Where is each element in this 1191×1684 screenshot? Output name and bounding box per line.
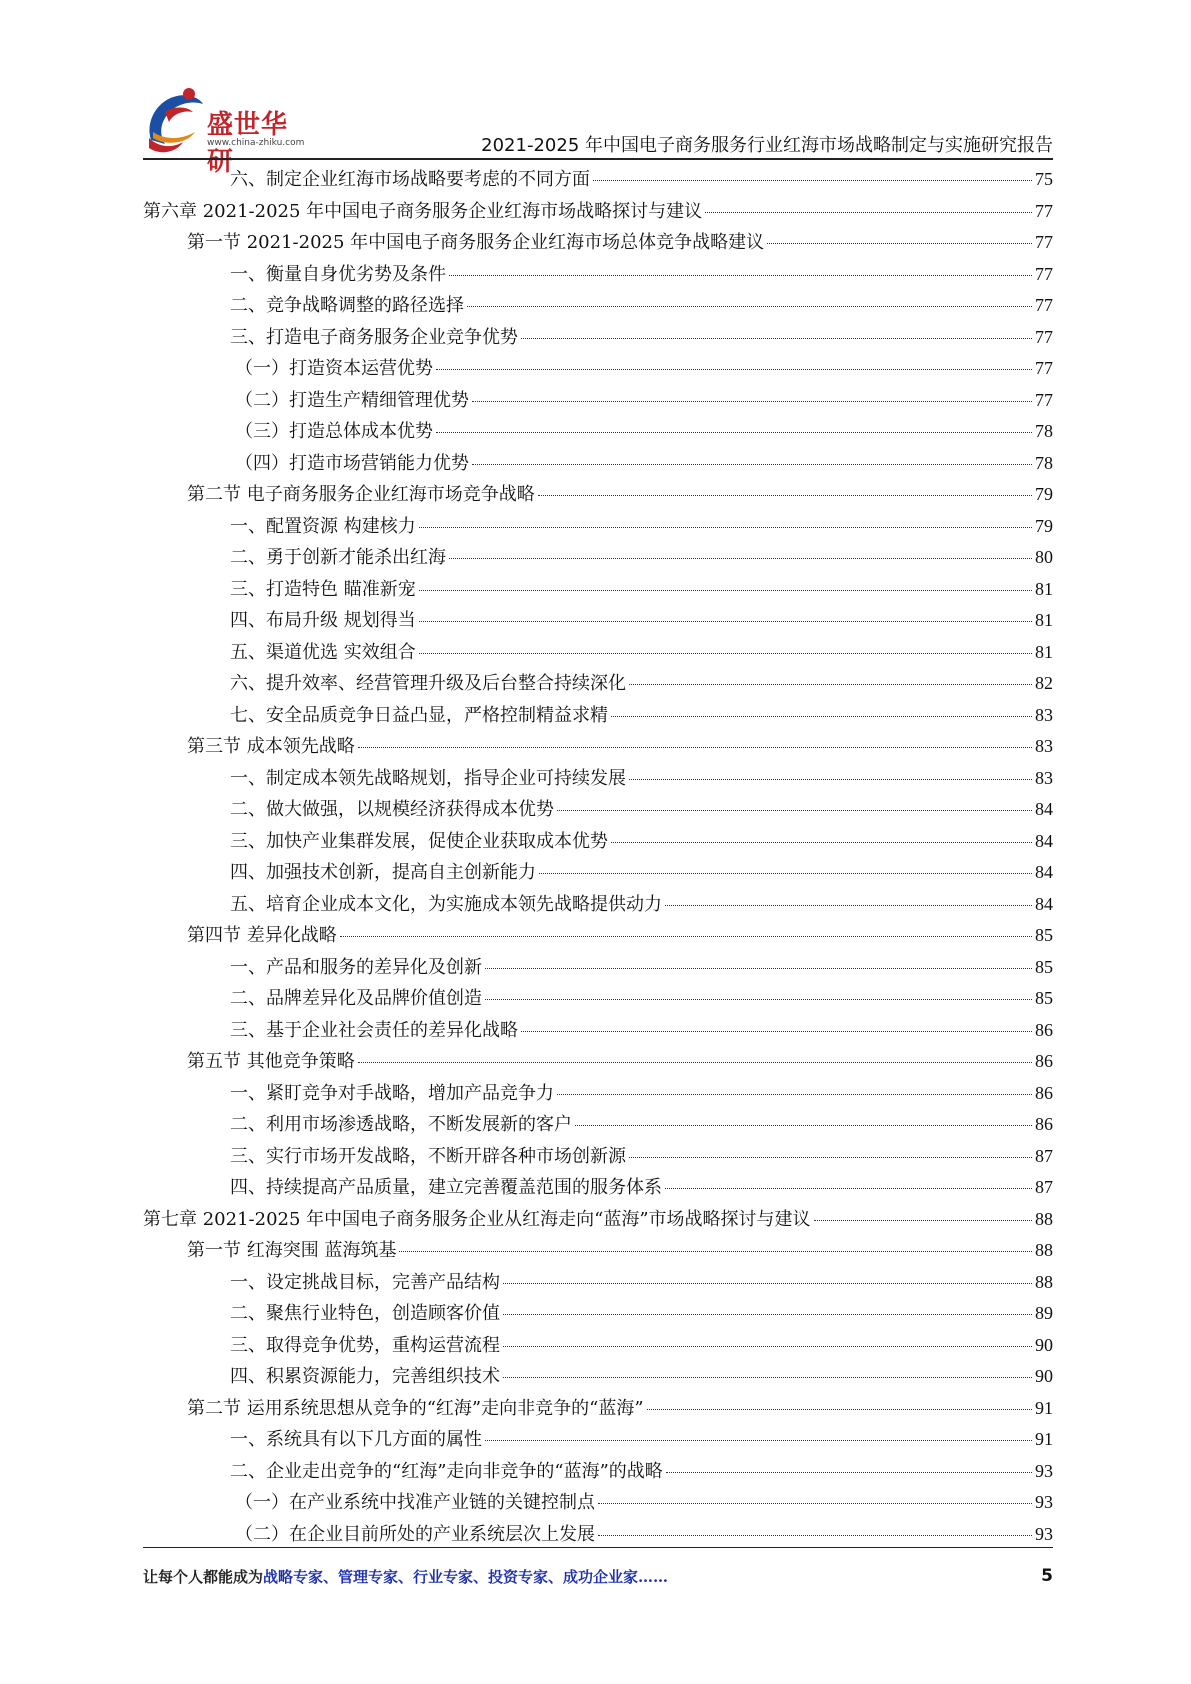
toc-entry-label: 一、设定挑战目标，完善产品结构 [230,1271,500,1293]
toc-entry-label: 五、培育企业成本文化，为实施成本领先战略提供动力 [230,893,662,915]
toc-entry[interactable] [143,385,1053,417]
toc-leader-dots [503,1283,1032,1284]
toc-leader-dots [814,1220,1032,1221]
toc-entry-page: 86 [1035,1082,1053,1103]
toc-leader-dots [419,590,1032,591]
toc-entry-label: 五、渠道优选 实效组合 [230,641,416,663]
toc-leader-dots [665,1188,1032,1189]
page-header [143,76,1053,177]
toc-entry[interactable] [143,479,1053,511]
toc-entry-page: 77 [1035,263,1053,284]
footer-slogan-highlight: 战略专家、管理专家、行业专家、投资专家、成功企业家…… [263,1568,669,1586]
toc-entry[interactable] [143,1393,1053,1425]
toc-leader-dots [629,684,1032,685]
toc-entry-label: （三）打造总体成本优势 [235,421,433,442]
footer-divider [143,1547,1053,1548]
header-divider [143,158,1053,160]
toc-entry[interactable] [143,637,1053,669]
toc-entry-label: （二）打造生产精细管理优势 [235,389,469,411]
toc-leader-dots [611,716,1032,717]
toc-leader-dots [575,1125,1032,1126]
toc-entry[interactable] [143,1235,1053,1267]
toc-leader-dots [449,558,1032,559]
toc-leader-dots [539,873,1032,874]
toc-entry-page: 79 [1035,484,1053,504]
toc-entry-label: 一、配置资源 构建核力 [230,515,416,537]
toc-leader-dots [485,1440,1032,1441]
toc-entry-label: 一、系统具有以下几方面的属性 [230,1429,482,1450]
toc-entry-page: 77 [1035,232,1053,252]
toc-entry[interactable] [143,542,1053,574]
toc-entry-label: 三、打造电子商务服务企业竞争优势 [230,326,518,348]
toc-leader-dots [419,621,1032,622]
toc-entry-label: 二、勇于创新才能杀出红海 [230,547,446,568]
toc-entry-page: 81 [1035,578,1053,599]
toc-entry-page: 87 [1035,1177,1053,1197]
toc-entry[interactable] [143,983,1053,1015]
toc-entry[interactable] [143,857,1053,889]
toc-leader-dots [593,180,1032,181]
toc-entry-page: 84 [1035,862,1053,882]
toc-entry-label: 二、做大做强，以规模经济获得成本优势 [230,799,554,820]
toc-entry[interactable] [143,290,1053,322]
page-footer [143,1566,1053,1596]
toc-entry[interactable] [143,322,1053,354]
logo-emblem-icon [143,82,207,160]
toc-entry-page: 86 [1035,1114,1053,1134]
toc-entry[interactable] [143,1298,1053,1330]
footer-slogan [143,1566,668,1587]
toc-leader-dots [666,1472,1032,1473]
toc-leader-dots [485,999,1032,1000]
toc-entry[interactable] [143,574,1053,606]
toc-leader-dots [767,243,1032,244]
toc-entry-label: 第四节 差异化战略 [187,925,337,946]
toc-entry-page: 85 [1035,925,1053,945]
toc-entry-page: 77 [1035,295,1053,315]
toc-entry-page: 81 [1035,641,1053,662]
toc-leader-dots [467,306,1032,307]
toc-leader-dots [557,810,1032,811]
toc-entry-page: 78 [1035,421,1053,441]
toc-entry-page: 77 [1035,200,1053,221]
toc-entry-page: 93 [1035,1460,1053,1481]
toc-entry-label: 六、制定企业红海市场战略要考虑的不同方面 [230,169,590,190]
toc-entry[interactable] [143,1424,1053,1456]
toc-entry-label: 四、加强技术创新，提高自主创新能力 [230,862,536,883]
toc-entry-label: 第六章 2021-2025 年中国电子商务服务企业红海市场战略探讨与建议 [143,200,703,222]
toc-entry[interactable] [143,1361,1053,1393]
toc-leader-dots [358,747,1032,748]
toc-entry[interactable] [143,1109,1053,1141]
toc-entry[interactable] [143,1487,1053,1519]
toc-leader-dots [485,968,1032,969]
toc-entry-label: 三、实行市场开发战略，不断开辟各种市场创新源 [230,1145,626,1167]
toc-entry-page: 90 [1035,1366,1053,1386]
toc-entry[interactable] [143,511,1053,543]
toc-entry[interactable] [143,1330,1053,1362]
toc-leader-dots [503,1314,1032,1315]
toc-entry-page: 91 [1035,1397,1053,1418]
toc-entry-page: 88 [1035,1208,1053,1229]
toc-entry-page: 81 [1035,610,1053,630]
toc-entry[interactable] [143,1078,1053,1110]
company-logo [143,82,313,177]
toc-entry-label: 三、取得竞争优势，重构运营流程 [230,1334,500,1356]
toc-leader-dots [419,527,1032,528]
toc-entry-page: 77 [1035,326,1053,347]
toc-entry-page: 80 [1035,547,1053,567]
toc-leader-dots [665,905,1032,906]
toc-entry[interactable] [143,700,1053,732]
toc-entry[interactable] [143,448,1053,480]
toc-leader-dots [472,401,1032,402]
toc-entry[interactable] [143,952,1053,984]
toc-entry-page: 85 [1035,988,1053,1008]
toc-leader-dots [557,1094,1032,1095]
toc-leader-dots [647,1409,1032,1410]
toc-entry-page: 77 [1035,358,1053,378]
page-number: 5 [1041,1566,1053,1586]
toc-entry[interactable] [143,416,1053,448]
toc-entry[interactable] [143,605,1053,637]
toc-entry-page: 86 [1035,1019,1053,1040]
toc-entry-page: 88 [1035,1240,1053,1260]
toc-entry[interactable] [143,889,1053,921]
toc-entry-page: 88 [1035,1271,1053,1292]
toc-entry[interactable] [143,196,1053,228]
toc-entry[interactable] [143,1267,1053,1299]
toc-entry-page: 89 [1035,1303,1053,1323]
toc-entry[interactable] [143,668,1053,700]
toc-entry[interactable] [143,259,1053,291]
toc-leader-dots [598,1535,1032,1536]
toc-entry-label: 一、制定成本领先战略规划，指导企业可持续发展 [230,767,626,789]
toc-entry-label: 四、布局升级 规划得当 [230,610,416,631]
toc-entry-page: 83 [1035,767,1053,788]
toc-entry-label: 七、安全品质竞争日益凸显，严格控制精益求精 [230,704,608,726]
toc-leader-dots [538,495,1032,496]
toc-entry-page: 87 [1035,1145,1053,1166]
toc-entry-page: 84 [1035,799,1053,819]
toc-leader-dots [705,212,1032,213]
toc-leader-dots [436,369,1032,370]
toc-entry-label: 第二节 运用系统思想从竞争的“红海”走向非竞争的“蓝海” [187,1397,644,1419]
toc-entry-label: 六、提升效率、经营管理升级及后台整合持续深化 [230,673,626,694]
toc-leader-dots [436,432,1032,433]
toc-entry-label: 三、打造特色 瞄准新宠 [230,578,416,600]
toc-entry-page: 75 [1035,169,1053,189]
toc-entry[interactable] [143,1456,1053,1488]
toc-entry-label: 一、衡量自身优劣势及条件 [230,263,446,285]
toc-entry[interactable] [143,1141,1053,1173]
toc-entry-label: （一）在产业系统中找准产业链的关键控制点 [235,1492,595,1513]
footer-slogan-prefix: 让每个人都能成为 [143,1568,264,1586]
toc-entry-page: 85 [1035,956,1053,977]
toc-entry[interactable] [143,164,1053,196]
toc-leader-dots [449,275,1032,276]
toc-entry[interactable] [143,1204,1053,1236]
toc-entry-label: 四、持续提高产品质量，建立完善覆盖范围的服务体系 [230,1177,662,1198]
toc-entry-page: 83 [1035,704,1053,725]
toc-leader-dots [503,1346,1032,1347]
toc-entry[interactable] [143,826,1053,858]
toc-entry-label: 第五节 其他竞争策略 [187,1051,355,1072]
toc-entry-label: （一）打造资本运营优势 [235,358,433,379]
toc-entry-page: 77 [1035,389,1053,410]
toc-entry-label: 第一节 2021-2025 年中国电子商务服务企业红海市场总体竞争战略建议 [187,232,765,253]
toc-leader-dots [503,1377,1032,1378]
report-title: 2021-2025 年中国电子商务服务行业红海市场战略制定与实施研究报告 [481,135,1053,156]
toc-entry[interactable] [143,763,1053,795]
toc-entry-page: 79 [1035,515,1053,536]
toc-entry-page: 91 [1035,1429,1053,1449]
toc-entry[interactable] [143,1015,1053,1047]
toc-entry-label: 二、企业走出竞争的“红海”走向非竞争的“蓝海”的战略 [230,1460,663,1482]
toc-leader-dots [629,1157,1032,1158]
toc-entry-page: 83 [1035,736,1053,756]
toc-entry-page: 82 [1035,673,1053,693]
toc-leader-dots [419,653,1032,654]
toc-entry[interactable] [143,731,1053,763]
toc-entry[interactable] [143,353,1053,385]
toc-leader-dots [472,464,1032,465]
toc-entry-page: 90 [1035,1334,1053,1355]
toc-entry-label: 三、加快产业集群发展，促使企业获取成本优势 [230,830,608,852]
toc-leader-dots [611,842,1032,843]
toc-entry-page: 84 [1035,893,1053,914]
toc-entry-page: 86 [1035,1051,1053,1071]
toc-entry[interactable] [143,227,1053,259]
toc-leader-dots [598,1503,1032,1504]
toc-entry[interactable] [143,794,1053,826]
toc-entry-label: 二、竞争战略调整的路径选择 [230,295,464,316]
toc-entry-label: （四）打造市场营销能力优势 [235,452,469,474]
toc-entry-page: 93 [1035,1523,1053,1544]
toc-entry[interactable] [143,1046,1053,1078]
toc-entry-label: 一、紧盯竞争对手战略，增加产品竞争力 [230,1082,554,1104]
toc-entry-page: 78 [1035,452,1053,473]
toc-entry-label: 第三节 成本领先战略 [187,736,355,757]
toc-entry-page: 84 [1035,830,1053,851]
toc-leader-dots [521,338,1032,339]
toc-entry-label: 四、积累资源能力，完善组织技术 [230,1366,500,1387]
toc-entry-label: 第一节 红海突围 蓝海筑基 [187,1240,397,1261]
toc-entry[interactable] [143,920,1053,952]
toc-leader-dots [358,1062,1032,1063]
toc-entry-label: （二）在企业目前所处的产业系统层次上发展 [235,1523,595,1545]
toc-entry-label: 二、聚焦行业特色，创造顾客价值 [230,1303,500,1324]
toc-entry-label: 一、产品和服务的差异化及创新 [230,956,482,978]
toc-entry-label: 二、利用市场渗透战略，不断发展新的客户 [230,1114,572,1135]
toc-leader-dots [629,779,1032,780]
logo-name: 盛世华研 [207,110,289,177]
toc-entry-page: 93 [1035,1492,1053,1512]
toc-leader-dots [340,936,1032,937]
logo-url: www.china-zhiku.com [207,138,305,148]
toc-entry[interactable] [143,1519,1053,1551]
toc-entry-label: 第二节 电子商务服务企业红海市场竞争战略 [187,484,535,505]
toc-entry-label: 三、基于企业社会责任的差异化战略 [230,1019,518,1041]
toc-entry-label: 第七章 2021-2025 年中国电子商务服务企业从红海走向“蓝海”市场战略探讨与建议 [143,1208,811,1230]
toc-leader-dots [521,1031,1032,1032]
toc-entry-label: 二、品牌差异化及品牌价值创造 [230,988,482,1009]
table-of-contents [143,164,1053,1550]
toc-entry[interactable] [143,1172,1053,1204]
toc-leader-dots [399,1251,1032,1252]
